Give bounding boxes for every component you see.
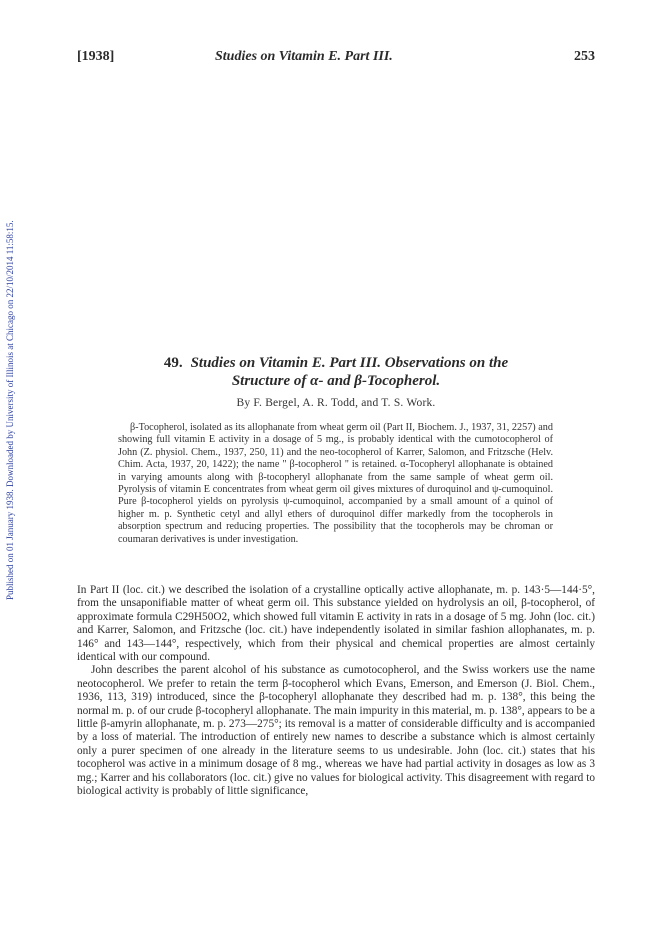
running-title: Studies on Vitamin E. Part III. (215, 49, 393, 64)
title-line-1-text: Studies on Vitamin E. Part III. Observations on the (190, 355, 509, 371)
article-body (77, 584, 595, 799)
page-number: 253 (574, 49, 595, 64)
article-number: 49. (163, 355, 183, 371)
article-title (100, 354, 572, 390)
author-line: By F. Bergel, A. R. Todd, and T. S. Work. (236, 397, 436, 409)
journal-year: [1938] (77, 49, 115, 64)
abstract: β-Tocopherol, isolated as its allophanate from wheat germ oil (Part II, Biochem. J., 1937, 31, 2257) and showing full vitamin E activity in a dosage of 5 mg., is probably identical with the cumotocopherol of John (Z. physiol. Chem., 1937, 250, 11) and the neo-tocopherol of Karrer, Salomon, and Fritzsche (Helv. Chim. Acta, 1937, 20, 1422); the name " β-tocopherol " is retained. α-Tocopheryl allophanate is obtained in varying amounts along with β-tocopheryl allophanate from the same sample of wheat germ oil. Pyrolysis of vitamin E concentrates from wheat germ oil gives mixtures of duroquinol and ψ-cumoquinol. Pure β-tocopherol yields on pyrolysis ψ-cumoquinol, accompanied by a small amount of a quinol of higher m. p. Synthetic cetyl and allyl ethers of duroquinol differ markedly from the tocopherols in absorption spectrum and reducing properties. The possibility that the tocopherols may be chroman or coumaran derivatives is under investigation. (118, 422, 553, 545)
body-paragraph-2: John describes the parent alcohol of his substance as cumotocopherol, and the Swiss workers use the name neotocopherol. We prefer to retain the term β-tocopherol which Evans, Emerson, and Emerson (J. Biol. Chem., 1936, 113, 319) introduced, since the β-tocopheryl allophanate they described had m. p. 138°, this being the normal m. p. of our crude β-tocopheryl allophanate. The main impurity in this material, m. p. 138°, appears to be a little β-amyrin allophanate, m. p. 273—275°; its removal is a matter of considerable difficulty and is accompanied by a loss of material. The introduction of entirely new names to describe a substance which is almost certainly only a purer specimen of one already in the literature seems to us undesirable. John (loc. cit.) states that his tocopherol was active in a minimum dosage of 8 mg., whereas we have had partial activity in dosages as low as 3 mg.; Karrer and his collaborators (loc. cit.) give no values for biological activity. This disagreement with regard to biological activity is probably of little significance, (77, 664, 595, 798)
title-line-1 (100, 354, 572, 372)
body-paragraph-1: In Part II (loc. cit.) we described the isolation of a crystalline optically active allophanate, m. p. 143·5—144·5°, from the unsaponifiable matter of wheat germ oil. This substance yielded on hydrolysis an oil, β-tocopherol, of approximate formula C29H50O2, which showed full vitamin E activity in rats in a dosage of 5 mg. John (loc. cit.) and Karrer, Salomon, and Fritzsche (loc. cit.) have independently isolated in similar fashion allophanates, m. p. 146° and 143—144°, respectively, which from their physical and chemical properties are almost certainly identical with our compound. (77, 584, 595, 664)
running-header (77, 49, 595, 69)
title-line-2: Structure of α- and β-Tocopherol. (231, 373, 441, 389)
publication-sidebar-note: Published on 01 January 1938. Downloaded by University of Illinois at Chicago on 22/10/2014 11:58:15. (5, 220, 15, 600)
